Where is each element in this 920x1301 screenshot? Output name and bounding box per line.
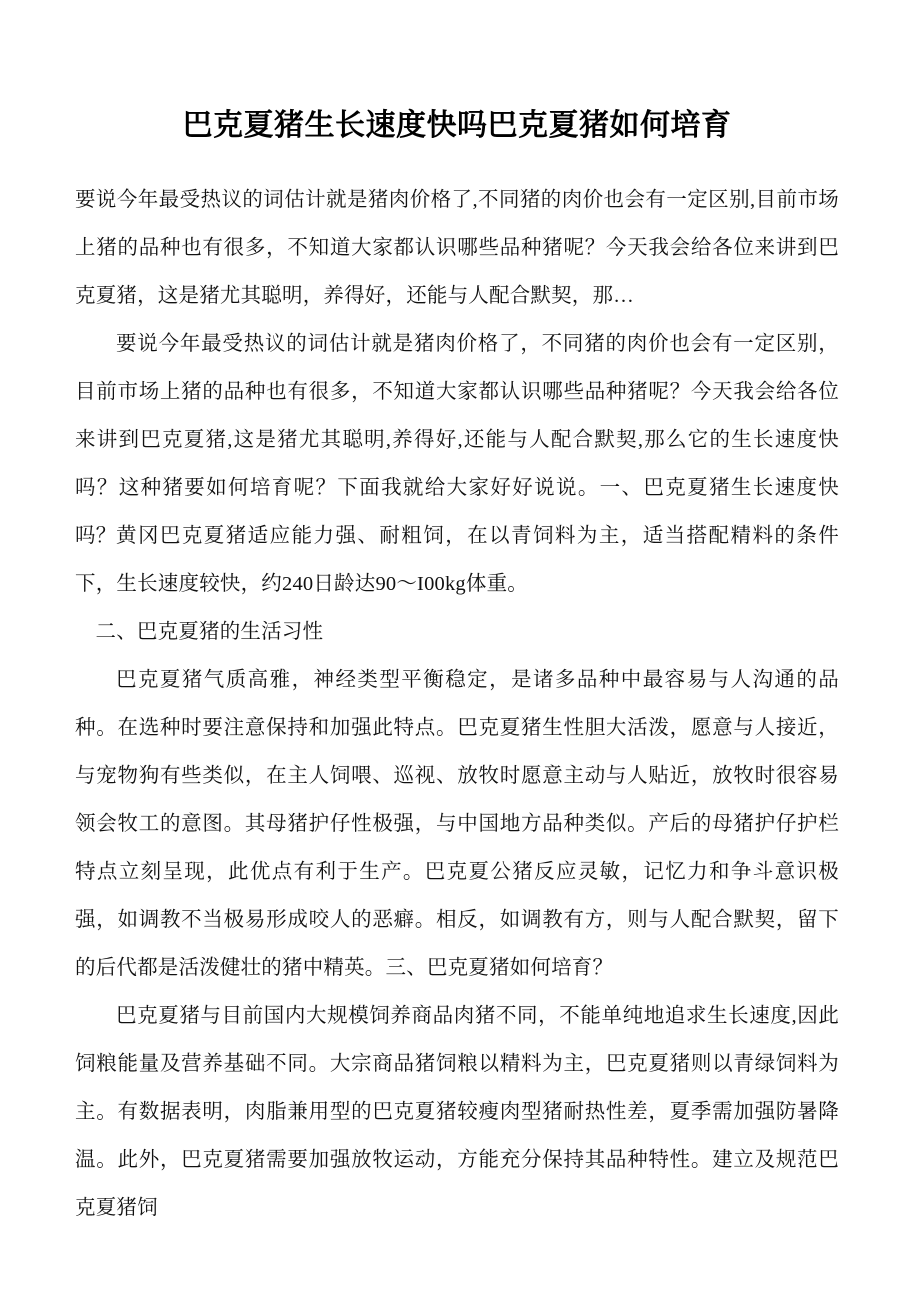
lead-paragraph: 要说今年最受热议的词估计就是猪肉价格了,不同猪的肉价也会有一定区别,目前市场上猪的品种也有很多，不知道大家都认识哪些品种猪呢？今天我会给各位来讲到巴克夏猪，这是猪尤其聪明，养得好，还能与人配合默契，那…	[75, 189, 839, 307]
paragraph-habits: 巴克夏猪气质高雅，神经类型平衡稳定，是诸多品种中最容易与人沟通的品种。在选种时要注意保持和加强此特点。巴克夏猪生性胆大活泼，愿意与人接近，与宠物狗有些类似，在主人饲喂、巡视、放牧时愿意主动与人贴近，放牧时很容易领会牧工的意图。其母猪护仔性极强，与中国地方品种类似。产后的母猪护仔护栏特点立刻呈现，此优点有利于生产。巴克夏公猪反应灵敏，记忆力和争斗意识极强，如调教不当极易形成咬人的恶癖。相反，如调教有方，则与人配合默契，留下的后代都是活泼健壮的猪中精英。三、巴克夏猪如何培育？	[75, 669, 839, 979]
paragraph-intro: 要说今年最受热议的词估计就是猪肉价格了，不同猪的肉价也会有一定区别，目前市场上猪的品种也有很多，不知道大家都认识哪些品种猪呢？今天我会给各位来讲到巴克夏猪,这是猪尤其聪明,养得好,还能与人配合默契,那么它的生长速度快吗？这种猪要如何培育呢？下面我就给大家好好说说。一、巴克夏猪生长速度快吗？	[75, 333, 839, 547]
section-heading-habits: 二、巴克夏猪的生活习性	[95, 621, 324, 643]
page-title: 巴克夏猪生长速度快吗巴克夏猪如何培育	[182, 109, 732, 142]
paragraph-growth-rate: 黄冈巴克夏猪适应能力强、耐粗饲，在以青饲料为主，适当搭配精料的条件下，生长速度较快，约240日龄达90〜I00kg体重。	[75, 525, 839, 595]
paragraph-breeding: 巴克夏猪与目前国内大规模饲养商品肉猪不同，不能单纯地追求生长速度,因此饲粮能量及营养基础不同。大宗商品猪饲粮以精料为主，巴克夏猪则以青绿饲料为主。有数据表明，肉脂兼用型的巴克夏猪较瘦肉型猪耐热性差，夏季需加强防暑降温。此外，巴克夏猪需要加强放牧运动，方能充分保持其品种特性。建立及规范巴克夏猪饲	[75, 1005, 839, 1219]
